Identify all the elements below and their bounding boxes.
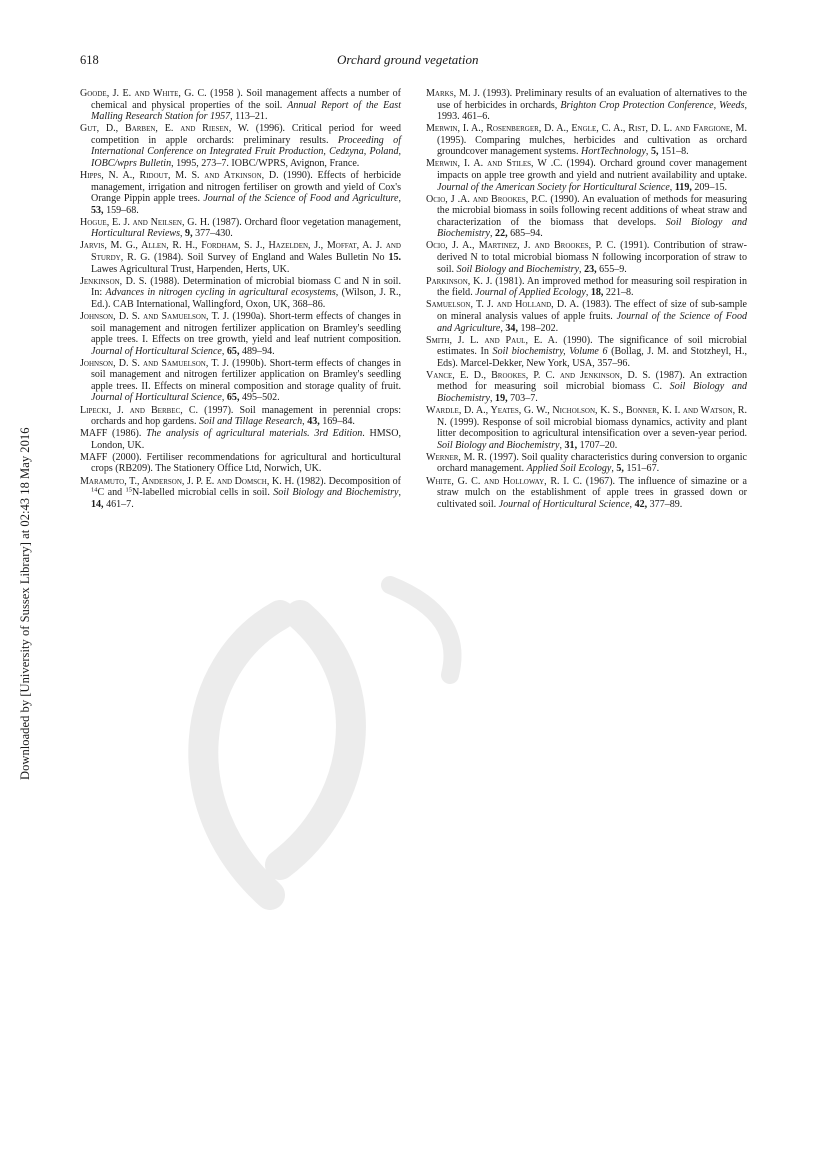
page-number: 618	[80, 53, 99, 67]
reference-item: Vance, E. D., Brookes, P. C. and Jenkinson, D. S. (1987). An extraction method for measuring soil microbial biomass C. Soil Biology and Biochemistry, 19, 703–7.	[426, 369, 748, 404]
reference-item: Ocio, J. A., Martinez, J. and Brookes, P. C. (1991). Contribution of straw-derived N to total microbial biomass N following incorporation of straw to soil. Soil Biology and Biochemistry, 23, 655–9.	[426, 240, 747, 275]
reference-item: Parkinson, K. J. (1981). An improved method for measuring soil respiration in the field. Journal of Applied Ecology, 18, 221–8.	[426, 275, 748, 299]
reference-item: Werner, M. R. (1997). Soil quality characteristics during conversion to organic orchard management. Applied Soil Ecology, 5, 151–67.	[426, 451, 747, 475]
reference-item: Johnson, D. S. and Samuelson, T. J. (1990a). Short-term effects of changes in soil management and nitrogen fertilizer application on Bramley's seedling apple trees. I. Effects on tree growth, yield and leaf nutrient composition. Journal of Horticultural Science, 65, 489–94.	[80, 310, 401, 357]
download-notice-text: Downloaded by [University of Sussex Library] at 02:43 18 May 2016	[18, 427, 32, 780]
reference-item: Jarvis, M. G., Allen, R. H., Fordham, S. J., Hazelden, J., Moffat, A. J. and Sturdy, R. G. (1984). Soil Survey of England and Wales Bulletin No 15. Lawes Agricultural Trust, Harpenden, Herts, UK.	[80, 240, 402, 275]
reference-item: Maramuto, T., Anderson, J. P. E. and Domsch, K. H. (1982). Decomposition of $^{14}$C and $^{15}$N-labelled microbial cells in soil. Soil Biology and Biochemistry, 14, 461–7.	[80, 475, 402, 510]
reference-item: MAFF (2000). Fertiliser recommendations for agricultural and horticultural crops (RB209). The Stationery Office Ltd, Norwich, UK.	[80, 451, 401, 475]
references-left-column	[80, 88, 401, 511]
watermark-swirl-top	[390, 585, 453, 675]
running-title: Orchard ground vegetation	[337, 52, 479, 67]
reference-item: Merwin, I. A., Rosenberger, D. A., Engle, C. A., Rist, D. L. and Fargione, M. (1995). Comparing mulches, herbicides and cultivation as orchard groundcover management systems. HortTechnology, 5, 151–8.	[426, 123, 747, 158]
reference-item: Samuelson, T. J. and Holland, D. A. (1983). The effect of size of sub-sample on mineral analysis values of apple fruits. Journal of the Science of Food and Agriculture, 34, 198–202.	[426, 299, 747, 334]
reference-item: Wardle, D. A., Yeates, G. W., Nicholson, K. S., Bonner, K. I. and Watson, R. N. (1999). Response of soil microbial biomass dynamics, activity and plant litter decomposition to agricultural intensification over a seven-year period. Soil Biology and Biochemistry, 31, 1707–20.	[426, 405, 747, 451]
reference-item: Hogue, E. J. and Neilsen, G. H. (1987). Orchard floor vegetation management, Horticultural Reviews, 9, 377–430.	[80, 216, 401, 240]
reference-item: Goode, J. E. and White, G. C. (1958 ). Soil management affects a number of chemical and physical properties of the soil. Annual Report of the East Malling Research Station for 1957, 113–21.	[80, 88, 401, 123]
reference-item: Jenkinson, D. S. (1988). Determination of microbial biomass C and N in soil. In: Advances in nitrogen cycling in agricultural ecosystems, (Wilson, J. R., Ed.). CAB International, Wallingford, Oxon, UK, 368–86.	[80, 275, 401, 310]
reference-item: Smith, J. L. and Paul, E. A. (1990). The significance of soil microbial estimates. In Soil biochemistry, Volume 6 (Bollag, J. M. and Stotzheyl, H., Eds). Marcel-Dekker, New York, USA, 357–96.	[426, 334, 748, 369]
reference-item: Gut, D., Barben, E. and Riesen, W. (1996). Critical period for weed competition in apple orchards: preliminary results. Proceeding of International Conference on Integrated Fruit Production, Cedzyna, Poland, IOBC/wprs Bulletin, 1995, 273–7. IOBC/WPRS, Avignon, France.	[80, 123, 401, 169]
publisher-watermark	[130, 545, 550, 915]
reference-item: MAFF (1986). The analysis of agricultural materials. 3rd Edition. HMSO, London, UK.	[80, 428, 401, 451]
reference-item: Hipps, N. A., Ridout, M. S. and Atkinson, D. (1990). Effects of herbicide management, irrigation and nitrogen fertiliser on growth and yield of Cox's Orange Pippin apple trees. Journal of the Science of Food and Agriculture, 53, 159–68.	[80, 170, 401, 216]
reference-item: Ocio, J .A. and Brookes, P.C. (1990). An evaluation of methods for measuring the microbial biomass in soils following recent additions of wheat straw and characterization of the biomass that develops. Soil Biology and Biochemistry, 22, 685–94.	[426, 193, 747, 240]
reference-item: White, G. C. and Holloway, R. I. C. (1967). The influence of simazine or a straw mulch on the establishment of apple trees in grassed down or cultivated soil. Journal of Horticultural Science, 42, 377–89.	[426, 475, 748, 510]
reference-item: Marks, M. J. (1993). Preliminary results of an evaluation of alternatives to the use of herbicides in orchards, Brighton Crop Protection Conference, Weeds, 1993. 461–6.	[426, 88, 748, 123]
reference-item: Merwin, I. A. and Stiles, W .C. (1994). Orchard ground cover management impacts on apple tree growth and yield and nutrient availability and uptake. Journal of the American Society for Horticultural Science, 119, 209–15.	[426, 158, 747, 193]
watermark-swirl-right	[280, 615, 351, 865]
references-right-column	[426, 88, 747, 511]
reference-item: Johnson, D. S. and Samuelson, T. J. (1990b). Short-term effects of changes in soil management and nitrogen fertilizer application on Bramley's seedling apple trees. II. Effects on mineral composition and storage quality of fruit. Journal of Horticultural Science, 65, 495–502.	[80, 357, 401, 404]
watermark-swirl-left	[203, 615, 280, 895]
reference-item: Lipecki, J. and Berbec, C. (1997). Soil management in perennial crops: orchards and hop gardens. Soil and Tillage Research, 43, 169–84.	[80, 404, 402, 428]
